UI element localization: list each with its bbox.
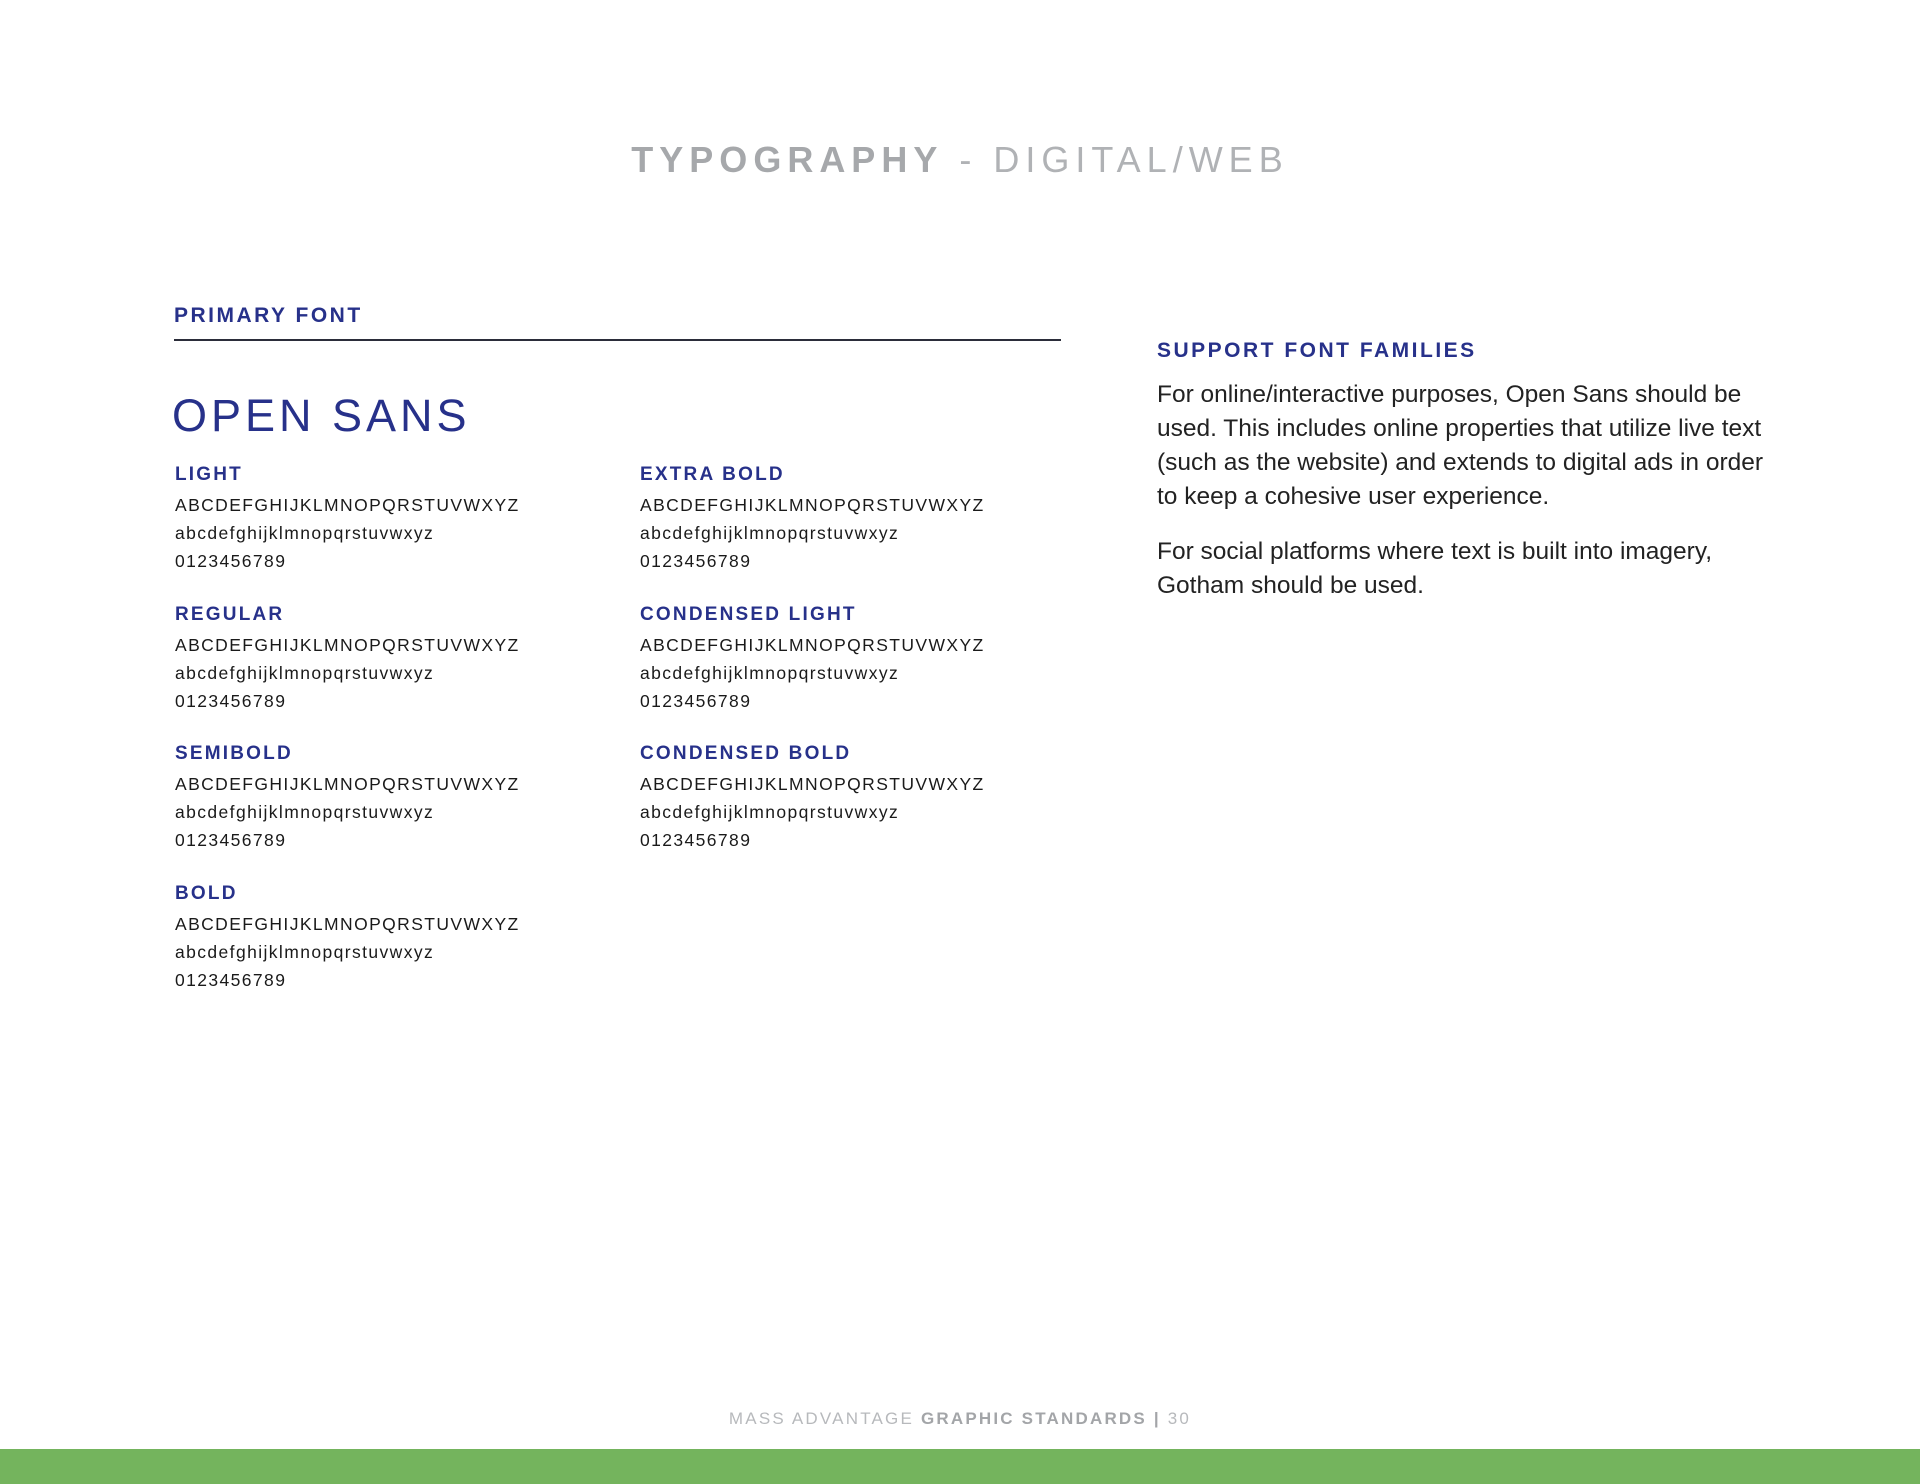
primary-font-heading: PRIMARY FONT [174, 304, 363, 327]
sample-lowercase: abcdefghijklmnopqrstuvwxyz [640, 523, 900, 543]
weight-block-extra-bold [640, 463, 1090, 575]
sample-lowercase: abcdefghijklmnopqrstuvwxyz [640, 802, 900, 822]
support-paragraph: For online/interactive purposes, Open Sans should be used. This includes online properties that utilize live text (such as the website) and extends to digital ads in order to keep a cohesive user experience. [1157, 381, 1764, 510]
sample-digits: 0123456789 [175, 970, 287, 990]
weight-label: CONDENSED LIGHT [640, 604, 857, 625]
support-paragraph: For social platforms where text is built into imagery, Gotham should be used. [1157, 538, 1713, 599]
sample-digits: 0123456789 [175, 830, 287, 850]
footer-brand: MASS ADVANTAGE [728, 1409, 921, 1428]
weight-block-semibold [175, 742, 625, 854]
page-footer [0, 1408, 1920, 1430]
sample-uppercase: ABCDEFGHIJKLMNOPQRSTUVWXYZ [640, 774, 985, 794]
sample-digits: 0123456789 [640, 551, 752, 571]
weight-block-regular [175, 603, 625, 715]
primary-font-divider [174, 339, 1061, 341]
weight-label: CONDENSED BOLD [640, 743, 852, 764]
support-font-heading: SUPPORT FONT FAMILIES [1157, 339, 1477, 362]
sample-lowercase: abcdefghijklmnopqrstuvwxyz [640, 663, 900, 683]
weight-block-condensed-bold [640, 742, 1090, 854]
primary-font-name: OPEN SANS [172, 390, 471, 441]
footer-section: GRAPHIC STANDARDS [920, 1409, 1147, 1428]
weight-block-bold [175, 882, 625, 994]
sample-lowercase: abcdefghijklmnopqrstuvwxyz [175, 663, 435, 683]
weight-block-light [175, 463, 625, 575]
page-title-light: DIGITAL/WEB [993, 139, 1289, 180]
weight-label: LIGHT [175, 464, 243, 485]
sample-lowercase: abcdefghijklmnopqrstuvwxyz [175, 523, 435, 543]
weight-label: SEMIBOLD [175, 743, 293, 764]
sample-uppercase: ABCDEFGHIJKLMNOPQRSTUVWXYZ [640, 635, 985, 655]
sample-lowercase: abcdefghijklmnopqrstuvwxyz [175, 942, 435, 962]
weight-label: BOLD [175, 883, 238, 904]
footer-green-bar [0, 1449, 1920, 1484]
page-title [0, 138, 1920, 182]
sample-uppercase: ABCDEFGHIJKLMNOPQRSTUVWXYZ [175, 495, 520, 515]
sample-uppercase: ABCDEFGHIJKLMNOPQRSTUVWXYZ [640, 495, 985, 515]
support-font-body [1157, 378, 1777, 624]
page-title-bold: TYPOGRAPHY [631, 139, 944, 180]
page-title-separator: - [943, 139, 994, 180]
sample-digits: 0123456789 [175, 691, 287, 711]
sample-uppercase: ABCDEFGHIJKLMNOPQRSTUVWXYZ [175, 635, 520, 655]
weight-block-condensed-light [640, 603, 1090, 715]
page-number: 30 [1167, 1409, 1192, 1428]
sample-digits: 0123456789 [640, 691, 752, 711]
sample-digits: 0123456789 [175, 551, 287, 571]
sample-uppercase: ABCDEFGHIJKLMNOPQRSTUVWXYZ [175, 914, 520, 934]
sample-digits: 0123456789 [640, 830, 752, 850]
sample-lowercase: abcdefghijklmnopqrstuvwxyz [175, 802, 435, 822]
weight-label: REGULAR [175, 604, 285, 625]
weight-label: EXTRA BOLD [640, 464, 785, 485]
footer-divider: | [1146, 1409, 1168, 1428]
sample-uppercase: ABCDEFGHIJKLMNOPQRSTUVWXYZ [175, 774, 520, 794]
